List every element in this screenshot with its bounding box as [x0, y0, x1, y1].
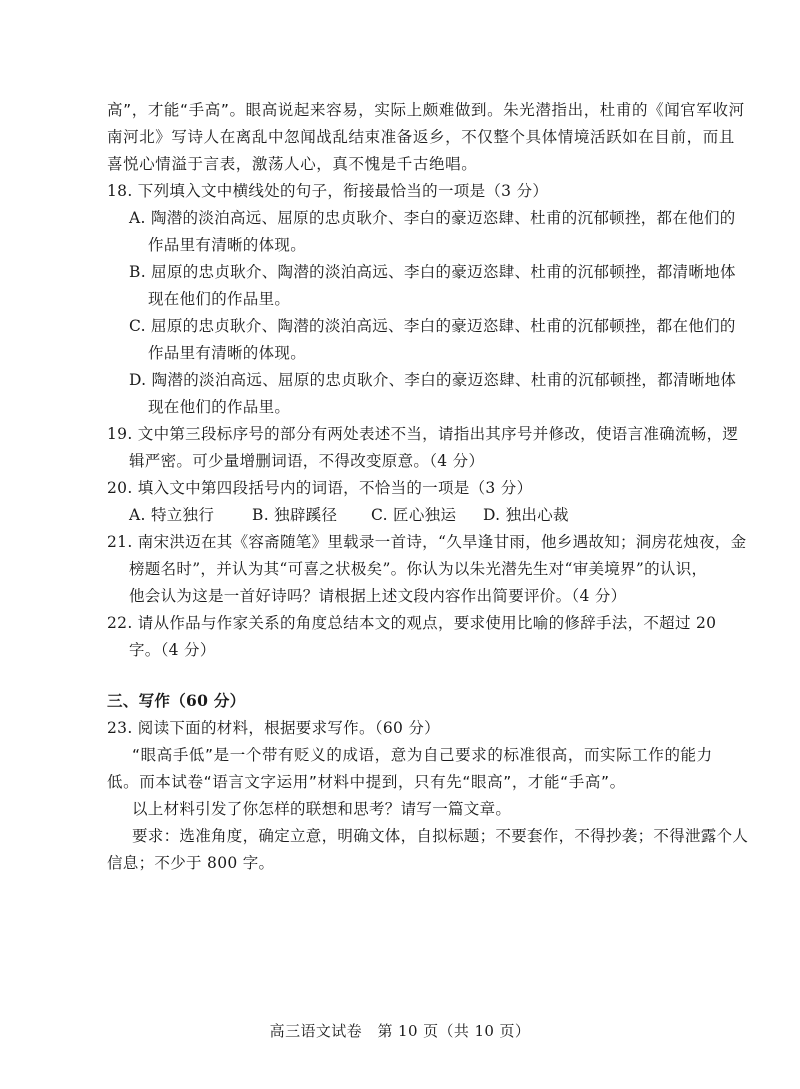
q20-option-c: C. 匠心独运: [371, 506, 457, 524]
passage-line-2: 南河北》写诗人在离乱中忽闻战乱结束准备返乡，不仅整个具体情境活跃如在目前，而且: [107, 128, 735, 146]
q19-line-1: 19. 文中第三段标序号的部分有两处表述不当，请指出其序号并修改，使语言准确流畅，逻: [107, 425, 739, 443]
passage-line-1: 高”，才能“手高”。眼高说起来容易，实际上颇难做到。朱光潜指出，杜甫的《闻官军收河: [107, 101, 745, 119]
q18-option-b-line2: 现在他们的作品里。: [148, 290, 291, 308]
q18-stem: 18. 下列填入文中横线处的句子，衔接最恰当的一项是（3 分）: [107, 182, 549, 200]
q19-line-2: 辑严密。可少量增删词语，不得改变原意。（4 分）: [129, 452, 485, 470]
q18-option-d-line2: 现在他们的作品里。: [148, 398, 291, 416]
q20-option-b: B. 独辟蹊径: [252, 506, 338, 524]
q22-line-1: 22. 请从作品与作家关系的角度总结本文的观点，要求使用比喻的修辞手法，不超过 20: [107, 614, 717, 632]
q21-line-1: 21. 南宋洪迈在其《容斋随笔》里载录一首诗，“久旱逢甘雨，他乡遇故知；洞房花烛夜，金: [107, 533, 747, 551]
q18-option-c-line1: C. 屈原的忠贞耿介、陶潜的淡泊高远、李白的豪迈恣肆、杜甫的沉郁顿挫，都在他们的: [129, 317, 736, 335]
q23-requirements-line-1: 要求：选准角度，确定立意，明确文体，自拟标题；不要套作，不得抄袭；不得泄露个人: [132, 827, 749, 845]
q23-stem: 23. 阅读下面的材料，根据要求写作。（60 分）: [107, 719, 440, 737]
page-footer: 高三语文试卷 第 10 页（共 10 页）: [269, 1022, 531, 1040]
q20-option-d: D. 独出心裁: [483, 506, 569, 524]
section-3-heading: 三、写作（60 分）: [107, 691, 246, 710]
q18-option-d-line1: D. 陶潜的淡泊高远、屈原的忠贞耿介、李白的豪迈恣肆、杜甫的沉郁顿挫，都清晰地体: [129, 371, 737, 389]
q23-prompt: 以上材料引发了你怎样的联想和思考？请写一篇文章。: [132, 800, 512, 818]
q20-stem: 20. 填入文中第四段括号内的词语，不恰当的一项是（3 分）: [107, 479, 533, 497]
q21-line-2: 榜题名时”，并认为其“可喜之状极矣”。你认为以朱光潜先生对“审美境界”的认识，: [129, 560, 708, 578]
q18-option-a-line1: A. 陶潜的淡泊高远、屈原的忠贞耿介、李白的豪迈恣肆、杜甫的沉郁顿挫，都在他们的: [129, 209, 736, 227]
passage-line-3: 喜悦心情溢于言表，激荡人心，真不愧是千古绝唱。: [107, 155, 478, 173]
q18-option-b-line1: B. 屈原的忠贞耿介、陶潜的淡泊高远、李白的豪迈恣肆、杜甫的沉郁顿挫，都清晰地体: [129, 263, 736, 281]
q18-option-a-line2: 作品里有清晰的体现。: [148, 236, 307, 254]
q20-options: [129, 505, 569, 525]
q22-line-2: 字。（4 分）: [129, 641, 216, 659]
q23-requirements-line-2: 信息；不少于 800 字。: [107, 854, 275, 872]
q23-material-line-2: 低。而本试卷“语言文字运用”材料中提到，只有先“眼高”，才能“手高”。: [107, 773, 626, 791]
q23-material-line-1: “眼高手低”是一个带有贬义的成语，意为自己要求的标准很高，而实际工作的能力: [132, 746, 713, 764]
q21-line-3: 他会认为这是一首好诗吗？请根据上述文段内容作出简要评价。（4 分）: [129, 587, 627, 605]
q20-option-a: A. 特立独行: [129, 506, 215, 524]
q18-option-c-line2: 作品里有清晰的体现。: [148, 344, 307, 362]
